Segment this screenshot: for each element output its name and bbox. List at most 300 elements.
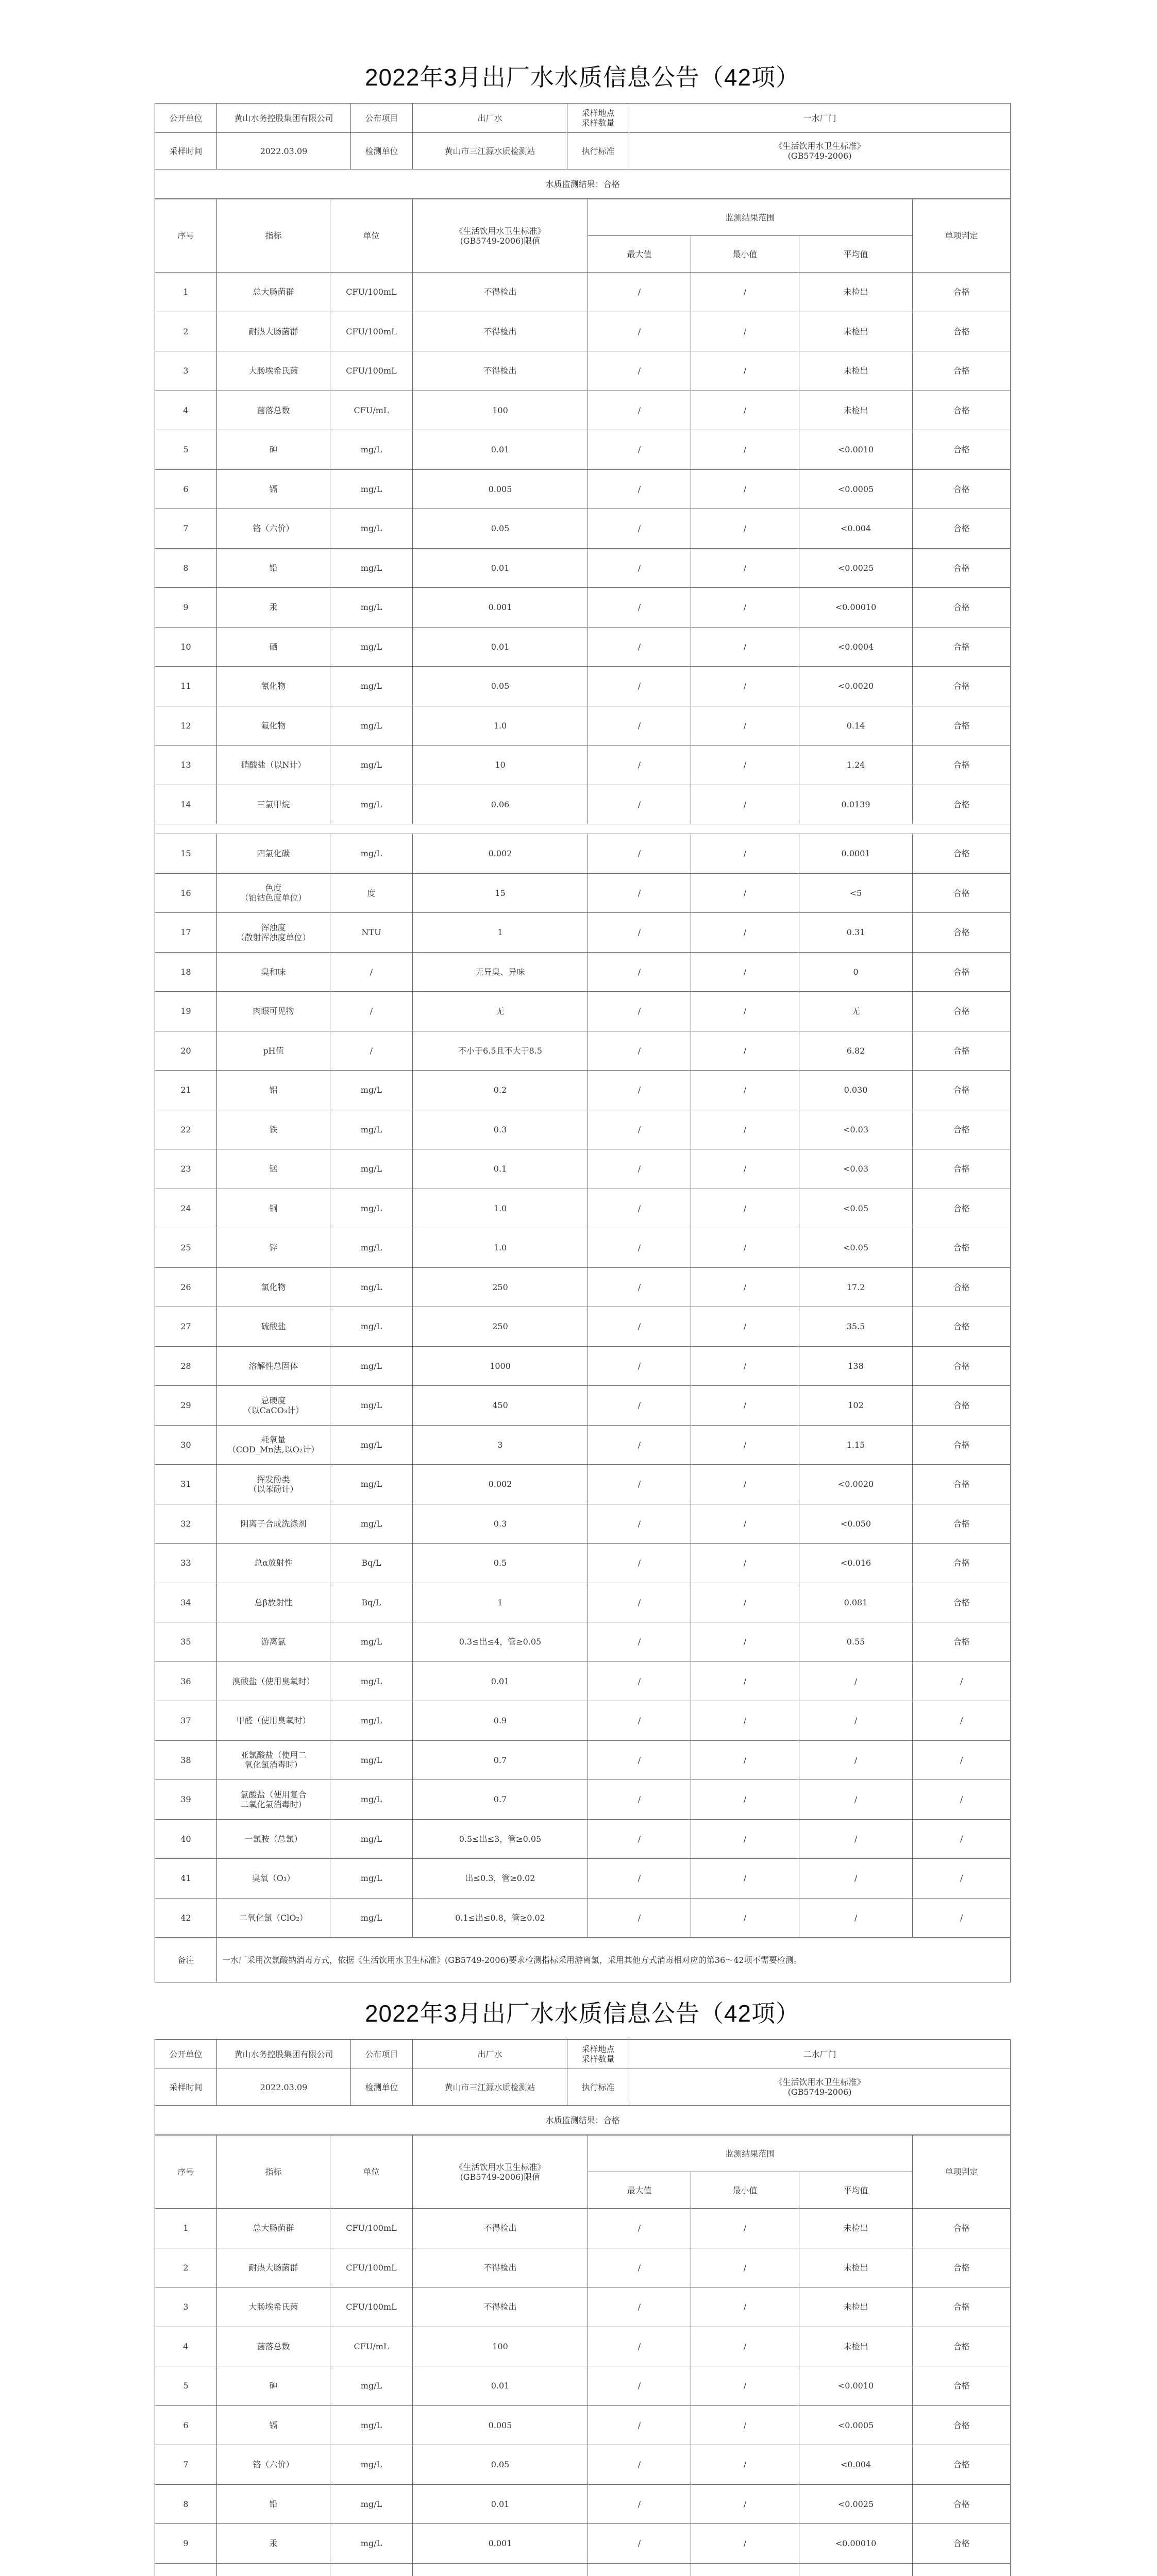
row-max: /: [588, 548, 691, 588]
row-seq: 6: [155, 469, 217, 509]
row-seq: 18: [155, 952, 217, 992]
row-indicator: 汞: [217, 2524, 330, 2564]
row-avg: <0.004: [799, 2445, 913, 2485]
header-avg: 平均值: [799, 236, 913, 273]
row-max: /: [588, 1583, 691, 1622]
row-verdict: /: [913, 1662, 1011, 1701]
row-unit: mg/L: [330, 1622, 413, 1662]
row-seq: 7: [155, 2445, 217, 2485]
row-seq: 5: [155, 430, 217, 470]
row-unit: mg/L: [330, 548, 413, 588]
row-min: /: [691, 469, 799, 509]
row-unit: Bq/L: [330, 1583, 413, 1622]
row-min: /: [691, 548, 799, 588]
row-unit: mg/L: [330, 1071, 413, 1110]
row-avg: <0.0005: [799, 469, 913, 509]
row-seq: 34: [155, 1583, 217, 1622]
row-seq: 15: [155, 834, 217, 874]
row-min: /: [691, 1544, 799, 1583]
summary-result: 水质监测结果：合格: [155, 170, 1011, 199]
row-max: /: [588, 2287, 691, 2327]
row-avg: 0.0001: [799, 834, 913, 874]
row-max: /: [588, 1228, 691, 1268]
row-unit: NTU: [330, 913, 413, 953]
notes-label: 备注: [155, 1938, 217, 1982]
row-indicator: 镉: [217, 2405, 330, 2445]
company-label: 公开单位: [155, 2040, 217, 2069]
row-limit: 0.01: [413, 2366, 588, 2406]
row-verdict: 合格: [913, 2524, 1011, 2564]
row-limit: 100: [413, 391, 588, 430]
row-min: /: [691, 952, 799, 992]
date-value: 2022.03.09: [217, 133, 351, 170]
row-indicator: 大肠埃希氏菌: [217, 351, 330, 391]
row-unit: mg/L: [330, 2524, 413, 2564]
row-max: /: [588, 588, 691, 628]
row-unit: mg/L: [330, 430, 413, 470]
row-limit: 3: [413, 1425, 588, 1465]
row-max: /: [588, 1859, 691, 1899]
table-row: [155, 1859, 1011, 1899]
row-min: /: [691, 667, 799, 706]
row-limit: 0.01: [413, 627, 588, 667]
row-seq: 23: [155, 1149, 217, 1189]
row-verdict: /: [913, 1898, 1011, 1938]
row-limit: 0.3: [413, 1110, 588, 1149]
table-row: [155, 312, 1011, 351]
site-label: 采样地点 采样数量: [567, 104, 629, 133]
row-indicator: 氟化物: [217, 706, 330, 745]
row-indicator: 溴酸盐（使用臭氧时）: [217, 1662, 330, 1701]
row-indicator: 菌落总数: [217, 391, 330, 430]
header-limit: 《生活饮用水卫生标准》 (GB5749-2006)限值: [413, 199, 588, 273]
row-seq: 1: [155, 273, 217, 312]
row-min: /: [691, 1859, 799, 1899]
table-row: [155, 667, 1011, 706]
row-min: /: [691, 351, 799, 391]
row-unit: mg/L: [330, 1267, 413, 1307]
table-row: [155, 430, 1011, 470]
row-verdict: /: [913, 1701, 1011, 1741]
row-seq: 3: [155, 351, 217, 391]
table-row: [155, 1819, 1011, 1859]
row-avg: /: [799, 1740, 913, 1780]
table-row: [155, 1149, 1011, 1189]
row-limit: 不得检出: [413, 2287, 588, 2327]
header-max: 最大值: [588, 236, 691, 273]
row-min: /: [691, 1780, 799, 1820]
date-label: 采样时间: [155, 2069, 217, 2106]
row-seq: 41: [155, 1859, 217, 1899]
row-unit: mg/L: [330, 1465, 413, 1504]
row-verdict: 合格: [913, 391, 1011, 430]
row-limit: 0.7: [413, 1780, 588, 1820]
row-unit: mg/L: [330, 785, 413, 824]
row-verdict: 合格: [913, 834, 1011, 874]
row-verdict: 合格: [913, 548, 1011, 588]
row-avg: <0.004: [799, 509, 913, 549]
row-min: /: [691, 1819, 799, 1859]
row-indicator: 浑浊度 （散射浑浊度单位）: [217, 913, 330, 953]
row-limit: 0.1: [413, 1149, 588, 1189]
row-avg: 1.15: [799, 1425, 913, 1465]
row-verdict: 合格: [913, 785, 1011, 824]
row-verdict: 合格: [913, 588, 1011, 628]
row-indicator: 铁: [217, 1110, 330, 1149]
row-seq: 30: [155, 1425, 217, 1465]
row-limit: 0.002: [413, 1465, 588, 1504]
row-max: /: [588, 745, 691, 785]
row-seq: 10: [155, 627, 217, 667]
row-avg: <0.050: [799, 1504, 913, 1544]
row-max: /: [588, 1819, 691, 1859]
row-verdict: 合格: [913, 1189, 1011, 1228]
row-min: /: [691, 873, 799, 913]
site-label: 采样地点 采样数量: [567, 2040, 629, 2069]
row-min: /: [691, 509, 799, 549]
row-seq: 32: [155, 1504, 217, 1544]
row-max: /: [588, 1307, 691, 1347]
row-indicator: 耐热大肠菌群: [217, 312, 330, 351]
row-avg: <0.03: [799, 1149, 913, 1189]
row-min: /: [691, 2287, 799, 2327]
row-verdict: 合格: [913, 509, 1011, 549]
row-verdict: 合格: [913, 1425, 1011, 1465]
row-avg: 未检出: [799, 2209, 913, 2248]
row-min: /: [691, 1110, 799, 1149]
table-row: [155, 2484, 1011, 2524]
row-max: /: [588, 873, 691, 913]
row-max: /: [588, 2209, 691, 2248]
row-unit: mg/L: [330, 1189, 413, 1228]
row-verdict: 合格: [913, 1031, 1011, 1071]
row-min: /: [691, 2366, 799, 2406]
row-min: /: [691, 1346, 799, 1386]
row-avg: 未检出: [799, 273, 913, 312]
row-max: [588, 2563, 691, 2576]
row-limit: 1.0: [413, 1189, 588, 1228]
row-indicator: 阴离子合成洗涤剂: [217, 1504, 330, 1544]
header-unit: 单位: [330, 199, 413, 273]
row-seq: 29: [155, 1386, 217, 1426]
row-seq: 6: [155, 2405, 217, 2445]
row-indicator: 砷: [217, 2366, 330, 2406]
row-verdict: 合格: [913, 1386, 1011, 1426]
row-indicator: 臭和味: [217, 952, 330, 992]
row-indicator: 锰: [217, 1149, 330, 1189]
row-max: /: [588, 2248, 691, 2287]
row-verdict: /: [913, 1819, 1011, 1859]
row-unit: mg/L: [330, 1425, 413, 1465]
table-row: [155, 1425, 1011, 1465]
row-limit: 0.01: [413, 2484, 588, 2524]
row-min: /: [691, 430, 799, 470]
row-avg: 0.030: [799, 1071, 913, 1110]
row-min: /: [691, 2484, 799, 2524]
row-min: /: [691, 312, 799, 351]
table-row: [155, 2563, 1011, 2576]
table-row: [155, 391, 1011, 430]
row-seq: 3: [155, 2287, 217, 2327]
row-avg: <0.0005: [799, 2405, 913, 2445]
table-row: [155, 834, 1011, 874]
row-max: /: [588, 1071, 691, 1110]
row-max: /: [588, 1425, 691, 1465]
row-limit: 0.01: [413, 430, 588, 470]
row-verdict: 合格: [913, 992, 1011, 1031]
row-max: /: [588, 1898, 691, 1938]
row-unit: [330, 2563, 413, 2576]
row-indicator: 硒: [217, 627, 330, 667]
row-verdict: 合格: [913, 1149, 1011, 1189]
table-row: [155, 351, 1011, 391]
row-max: /: [588, 2484, 691, 2524]
row-verdict: 合格: [913, 627, 1011, 667]
row-unit: mg/L: [330, 1780, 413, 1820]
unit-value: 黄山市三江源水质检测站: [413, 133, 567, 170]
row-min: /: [691, 834, 799, 874]
header-min: 最小值: [691, 236, 799, 273]
row-min: /: [691, 785, 799, 824]
results-table: [155, 2135, 1011, 2576]
row-indicator: 总大肠菌群: [217, 273, 330, 312]
row-max: /: [588, 430, 691, 470]
row-verdict: 合格: [913, 1228, 1011, 1268]
row-indicator: 溶解性总固体: [217, 1346, 330, 1386]
standard-value: 《生活饮用水卫生标准》 (GB5749-2006): [629, 2069, 1011, 2106]
row-min: /: [691, 2209, 799, 2248]
row-min: /: [691, 2248, 799, 2287]
row-indicator: 汞: [217, 588, 330, 628]
row-limit: 1.0: [413, 706, 588, 745]
header-unit: 单位: [330, 2136, 413, 2209]
row-verdict: 合格: [913, 2445, 1011, 2485]
row-avg: 0.081: [799, 1583, 913, 1622]
row-verdict: 合格: [913, 1465, 1011, 1504]
site-value: 一水厂门: [629, 104, 1011, 133]
row-unit: CFU/100mL: [330, 312, 413, 351]
row-indicator: 硝酸盐（以N计）: [217, 745, 330, 785]
row-max: /: [588, 1189, 691, 1228]
row-seq: 39: [155, 1780, 217, 1820]
row-limit: 不得检出: [413, 2209, 588, 2248]
row-max: /: [588, 1346, 691, 1386]
row-seq: 8: [155, 548, 217, 588]
row-max: /: [588, 2405, 691, 2445]
row-min: /: [691, 391, 799, 430]
row-indicator: 锌: [217, 1228, 330, 1268]
row-unit: mg/L: [330, 2484, 413, 2524]
row-seq: 36: [155, 1662, 217, 1701]
site-value: 二水厂门: [629, 2040, 1011, 2069]
row-unit: mg/L: [330, 1149, 413, 1189]
header-verdict: 单项判定: [913, 199, 1011, 273]
table-row: [155, 588, 1011, 628]
row-avg: 6.82: [799, 1031, 913, 1071]
row-indicator: 二氧化氯（ClO₂）: [217, 1898, 330, 1938]
row-limit: 0.002: [413, 834, 588, 874]
row-unit: mg/L: [330, 1859, 413, 1899]
row-verdict: 合格: [913, 2248, 1011, 2287]
project-label: 公布项目: [351, 2040, 413, 2069]
row-indicator: 氯酸盐（使用复合 二氧化氯消毒时）: [217, 1780, 330, 1820]
row-unit: Bq/L: [330, 1544, 413, 1583]
row-seq: [155, 2563, 217, 2576]
row-seq: 37: [155, 1701, 217, 1741]
row-limit: 0.001: [413, 2524, 588, 2564]
standard-value: 《生活饮用水卫生标准》 (GB5749-2006): [629, 133, 1011, 170]
company-label: 公开单位: [155, 104, 217, 133]
row-indicator: 肉眼可见物: [217, 992, 330, 1031]
row-unit: CFU/100mL: [330, 273, 413, 312]
row-limit: 1000: [413, 1346, 588, 1386]
row-min: /: [691, 2405, 799, 2445]
table-row: [155, 627, 1011, 667]
table-row: [155, 2524, 1011, 2564]
row-limit: 15: [413, 873, 588, 913]
row-avg: /: [799, 1859, 913, 1899]
row-avg: <5: [799, 873, 913, 913]
row-unit: mg/L: [330, 1740, 413, 1780]
row-unit: 度: [330, 873, 413, 913]
row-max: /: [588, 992, 691, 1031]
row-seq: 31: [155, 1465, 217, 1504]
row-avg: <0.0020: [799, 1465, 913, 1504]
row-avg: /: [799, 1701, 913, 1741]
summary-result: 水质监测结果：合格: [155, 2106, 1011, 2135]
date-label: 采样时间: [155, 133, 217, 170]
table-row: [155, 1228, 1011, 1268]
table-row: [155, 706, 1011, 745]
row-verdict: 合格: [913, 2484, 1011, 2524]
row-avg: <0.0010: [799, 430, 913, 470]
row-indicator: pH值: [217, 1031, 330, 1071]
row-unit: mg/L: [330, 1701, 413, 1741]
table-row: [155, 1898, 1011, 1938]
row-seq: 42: [155, 1898, 217, 1938]
row-verdict: 合格: [913, 706, 1011, 745]
row-max: /: [588, 1267, 691, 1307]
row-unit: mg/L: [330, 667, 413, 706]
row-max: /: [588, 2524, 691, 2564]
company-value: 黄山水务控股集团有限公司: [217, 104, 351, 133]
row-unit: mg/L: [330, 1898, 413, 1938]
row-unit: mg/L: [330, 834, 413, 874]
row-min: /: [691, 1662, 799, 1701]
table-row: [155, 785, 1011, 824]
row-verdict: 合格: [913, 667, 1011, 706]
row-unit: mg/L: [330, 706, 413, 745]
row-verdict: 合格: [913, 430, 1011, 470]
row-verdict: 合格: [913, 2209, 1011, 2248]
table-row: [155, 1583, 1011, 1622]
row-avg: 未检出: [799, 351, 913, 391]
project-value: 出厂水: [413, 2040, 567, 2069]
row-limit: 0.06: [413, 785, 588, 824]
row-indicator: 耗氧量 （COD_Mn法,以O₂计）: [217, 1425, 330, 1465]
row-limit: 0.01: [413, 1662, 588, 1701]
row-seq: 9: [155, 2524, 217, 2564]
notes-text: 一水厂采用次氯酸钠消毒方式，依据《生活饮用水卫生标准》(GB5749-2006)要求检测指标采用游离氯，采用其他方式消毒相对应的第36～42项不需要检测。: [217, 1938, 1011, 1982]
row-limit: 0.2: [413, 1071, 588, 1110]
table-row: [155, 509, 1011, 549]
table-row: [155, 2366, 1011, 2406]
row-verdict: 合格: [913, 1504, 1011, 1544]
row-max: /: [588, 1031, 691, 1071]
row-indicator: [217, 2563, 330, 2576]
row-seq: 16: [155, 873, 217, 913]
row-unit: mg/L: [330, 1386, 413, 1426]
row-unit: mg/L: [330, 1504, 413, 1544]
row-max: /: [588, 273, 691, 312]
row-unit: mg/L: [330, 509, 413, 549]
header-indicator: 指标: [217, 2136, 330, 2209]
row-avg: 138: [799, 1346, 913, 1386]
row-limit: 0.3≤出≤4，管≥0.05: [413, 1622, 588, 1662]
row-seq: 5: [155, 2366, 217, 2406]
row-min: /: [691, 745, 799, 785]
header-seq: 序号: [155, 199, 217, 273]
row-seq: 17: [155, 913, 217, 953]
row-avg: 1.24: [799, 745, 913, 785]
row-seq: 8: [155, 2484, 217, 2524]
row-indicator: 耐热大肠菌群: [217, 2248, 330, 2287]
row-indicator: 铬（六价）: [217, 2445, 330, 2485]
row-seq: 12: [155, 706, 217, 745]
row-verdict: /: [913, 1780, 1011, 1820]
row-limit: 0.05: [413, 2445, 588, 2485]
row-seq: 11: [155, 667, 217, 706]
report-plant-1: [155, 52, 1010, 1982]
row-limit: 0.1≤出≤0.8，管≥0.02: [413, 1898, 588, 1938]
row-min: /: [691, 706, 799, 745]
company-value: 黄山水务控股集团有限公司: [217, 2040, 351, 2069]
row-limit: 250: [413, 1307, 588, 1347]
row-limit: 0.9: [413, 1701, 588, 1741]
header-indicator: 指标: [217, 199, 330, 273]
row-min: /: [691, 913, 799, 953]
row-verdict: 合格: [913, 745, 1011, 785]
row-seq: 22: [155, 1110, 217, 1149]
row-verdict: 合格: [913, 1267, 1011, 1307]
table-row: [155, 1031, 1011, 1071]
row-verdict: /: [913, 1859, 1011, 1899]
row-avg: 未检出: [799, 391, 913, 430]
row-verdict: 合格: [913, 2287, 1011, 2327]
row-limit: 1: [413, 913, 588, 953]
row-verdict: 合格: [913, 1071, 1011, 1110]
row-unit: mg/L: [330, 1110, 413, 1149]
row-verdict: /: [913, 1740, 1011, 1780]
row-unit: mg/L: [330, 627, 413, 667]
row-verdict: 合格: [913, 1110, 1011, 1149]
row-verdict: 合格: [913, 2405, 1011, 2445]
row-max: /: [588, 667, 691, 706]
row-max: /: [588, 952, 691, 992]
row-avg: 102: [799, 1386, 913, 1426]
row-seq: 2: [155, 2248, 217, 2287]
row-limit: 不得检出: [413, 312, 588, 351]
row-max: /: [588, 509, 691, 549]
table-row: [155, 1110, 1011, 1149]
table-row: [155, 1740, 1011, 1780]
row-unit: /: [330, 952, 413, 992]
table-row: [155, 1307, 1011, 1347]
row-max: /: [588, 2445, 691, 2485]
row-verdict: 合格: [913, 469, 1011, 509]
unit-label: 检测单位: [351, 133, 413, 170]
row-seq: 13: [155, 745, 217, 785]
